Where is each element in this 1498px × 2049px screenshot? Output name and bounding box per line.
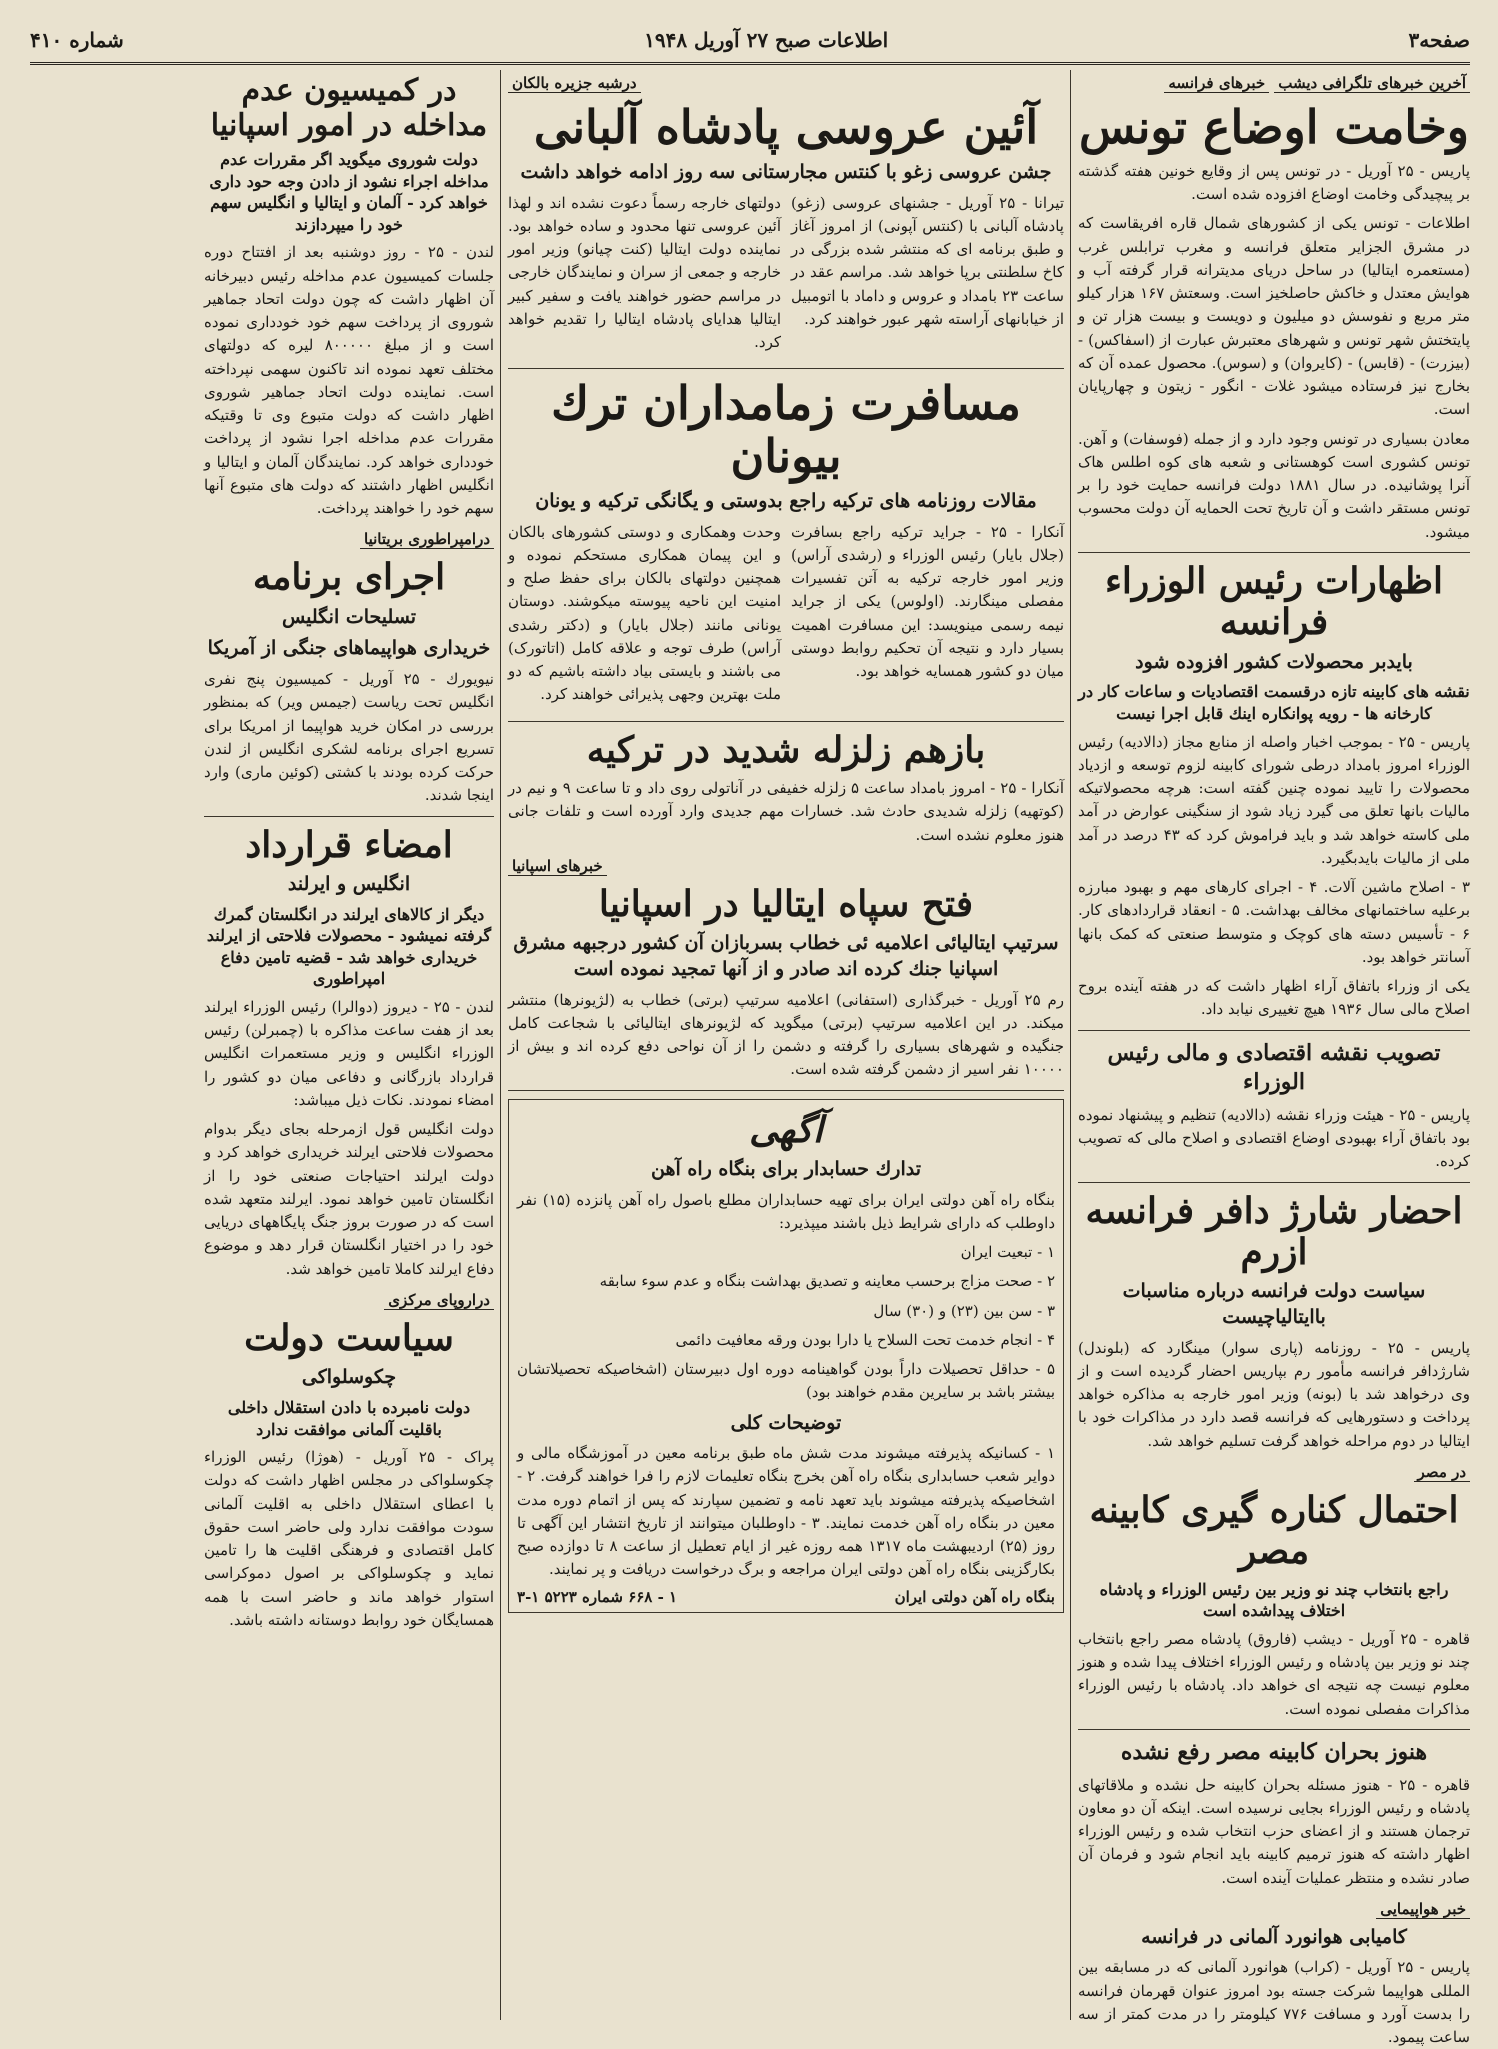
ad-subtitle: تدارك حسابدار برای بنگاه راه آهن	[651, 1157, 921, 1180]
headline-albania-wedding: آئین عروسی پادشاه آلبانی	[533, 100, 1039, 154]
ad-requirement: ۱ - تبعیت ایران	[960, 1243, 1055, 1262]
subheadline-charge-daffaires: سیاست دولت فرانسه درباره مناسبات باایتالیاچیست	[1122, 1280, 1426, 1329]
headline-czech-policy: سیاست دولت	[244, 1316, 454, 1359]
ad-intro: بنگاه راه آهن دولتی ایران برای تهیه حسابداران مطلع باصول راه آهن پانزده (۱۵) نفر داوطلب که دارای شرایط ذیل باشند میپذیرد:	[517, 1190, 1055, 1232]
column-rule	[500, 70, 501, 2020]
headline-treaty: امضاء قرارداد	[245, 823, 453, 866]
article-albania-wedding	[508, 101, 1064, 360]
subheadline-treaty: انگلیس و ایرلند	[287, 872, 411, 895]
divider	[508, 721, 1064, 722]
ad-footer: بنگاه راه آهن دولتی ایران	[894, 1587, 1055, 1606]
subheadline-program: تسلیحات انگلیس	[281, 605, 417, 628]
divider	[204, 816, 494, 817]
divider	[508, 1090, 1064, 1091]
nonintervention-body: لندن - ۲۵ - روز دوشنبه بعد از افتتاح دوره جلسات کمیسیون عدم مداخله رئیس دبیرخانه آن اظهار داشت که چون دولت اتحاد جماهیر شوروی از پرداخت سهم خود خودداری نموده است و از مبلغ ۸۰۰۰۰۰ لیره که دولتهای مختلف تعهد نموده اند تاکنون سهمی نپرداخته است. نماینده دولت اتحاد جماهیر شوروی اظهار داشت که دولت متبوع وی تا وقتیکه مقررات عدم مداخله اجرا نشود از پرداخت خودداری خواهد کرد. نمایندگان آلمان و ایتالیا و انگلیس اظهار داشتند که دولت های متبوع آنها سهم خود را خواهند پرداخت.	[204, 243, 495, 518]
subheadline-nonintervention: دولت شوروی میگوید اگر مقررات عدم مداخله اجراء نشود از دادن وجه حود داری خواهد کرد - آلمان و ایتالیا و انگلیس سهم خود را میپردازند	[209, 150, 489, 234]
headline-aviator: کامیابی هوانورد آلمانی در فرانسه	[1141, 1925, 1407, 1948]
right-column	[1078, 70, 1471, 2047]
subheadline-albania-wedding: جشن عروسی زغو با کنتس مجارستانی سه روز ادامه خواهد داشت	[520, 160, 1052, 183]
subheadline-french-premier-2: نقشه های کابینه تازه درقسمت اقتصادیات و ساعات کار در کارخانه ها - رویه پوانکاره اینك قابل اجرا نیست	[1078, 682, 1470, 723]
tunis-body: اطلاعات - تونس یکی از کشورهای شمال قاره افریقاست که در مشرق الجزایر متعلق فرانسه و مغرب ترابلس غرب (مستعمره ایتالیا) در ساحل دریای مدیترانه قرار گرفته آب و هوایش معتدل و خاکش حاصلخیز است. وسعتش ۱۶۷ هزار کیلو متر مربع و نفوسش دو میلیون و دویست و بیست هزار تن و پایتختش شهر تونس و شهرهای معتبرش عبارت از (اسفاکس) - (بیزرت) - (قابس) - (کایروان) و (سوس). محصول عمده آن که بخارج نیز فرستاده میشود غلات - انگور - زیتون و چهارپایان است.	[1078, 214, 1470, 419]
page-header	[30, 18, 1470, 65]
albania-body-2: دولتهای خارجه رسماً دعوت نشده اند و لهذا آئین عروسی تنها محدود و ساده خواهد بود. نماینده دولت ایتالیا (کنت چیانو) وزیر امور خارجه و جمعی از سران و نمایندگان خارجی در مراسم حضور خواهند یافت و سفیر کبیر ایتالیا هدایای پادشاه ایتالیا را تقدیم خواهد کرد.	[508, 193, 781, 352]
subheadline-italy-spain: سرتیپ ایتالیائی اعلامیه ئی خطاب بسربازان آن کشور درجبهه مشرق اسپانیا جنك کرده اند صادر و از آنها تمجید نموده است	[513, 932, 1059, 980]
quake-body: آنکارا - ۲۵ - امروز بامداد ساعت ۵ زلزله خفیفی در آناتولی روی داد و تا ساعت ۹ و نیم در (کوتهیه) زلزله شدیدی حادث شد. خسارات مهم جدیدی وارد آورده است و تلفات جانی هنوز معلوم نشده است.	[508, 779, 1064, 844]
ad-reference: ۱ - ۶۶۸ شماره ۵۲۲۳ ۱-۳	[517, 1587, 678, 1606]
ad-requirement: ۵ - حداقل تحصیلات داراً بودن گواهینامه دوره اول دبیرستان (اشخاصیکه تحصیلاتشان بیشتر باشد بر سایرین مقدم خواهند بود)	[517, 1360, 1055, 1402]
treaty-body: لندن - ۲۵ - دیروز (دوالرا) رئیس الوزراء ایرلند بعد از هفت ساعت مذاکره با (چمبرلن) رئیس الوزراء انگلیس و وزیر مستعمرات انگلیس قرارداد بازرگانی و دفاعی میان دو کشور را امضاء نمودند. نکات ذیل میباشد:	[204, 997, 494, 1109]
section-label-egypt: در مصر	[1414, 1463, 1470, 1482]
section-label-empire: درامپراطوری بریتانیا	[360, 530, 494, 549]
article-french-premier	[1078, 561, 1470, 1022]
egypt-body: قاهره - ۲۵ آوریل - دیشب (فاروق) پادشاه مصر راجع بانتخاب چند نو وزیر بین پادشاه و رئیس الوزراء اختلاف پیدا شده و هنوز معلوم نیست چه نتیجه ای خواهد داد. پادشاه با رئیس الوزراء مذاکرات مفصلی نموده است.	[1078, 1629, 1470, 1718]
headline-egypt-crisis: هنوز بحران کابینه مصر رفع نشده	[1120, 1738, 1428, 1765]
subheadline-french-premier: بایدبر محصولات کشور افزوده شود	[1135, 650, 1413, 673]
headline-french-premier: اظهارات رئیس الوزراء فرانسه	[1105, 559, 1443, 644]
column-rule	[1070, 70, 1071, 2020]
plan-body: پاریس - ۲۵ - هیئت وزراء نقشه (دالادیه) تنظیم و پیشنهاد نموده بود باتفاق آراء بهبودی اوضاع اقتصادی و اصلاح مالی که تصویب کرده.	[1078, 1105, 1470, 1171]
article-economic-plan	[1078, 1039, 1470, 1174]
article-egypt-cabinet	[1078, 1490, 1470, 1721]
divider	[1078, 1030, 1470, 1031]
egypt-crisis-body: قاهره - ۲۵ - هنوز مسئله بحران کابینه حل نشده و ملاقاتهای پادشاه و رئیس الوزراء بجایی نرسیده است. اینکه آن دو معاون ترجمان هستند و از اعضای حزب انتخاب شده و رئیس الوزراء اظهار داشته که هنوز ترمیم کابینه باید انجام شود و فرمان آن صادر نشده و منتظر عملیات آینده است.	[1078, 1775, 1470, 1887]
headline-program: اجرای برنامه	[252, 556, 446, 599]
albania-body: تیرانا - ۲۵ آوریل - جشنهای عروسی (زغو) پادشاه آلبانی با (کنتس آپونی) از امروز آغاز و طبق برنامه ای که منتشر شده بزرگی در کاخ سلطنتی برپا خواهد شد. مراسم عقد در ساعت ۲۳ بامداد و عروس و داماد با اتومبیل از خیابانهای آراسته شهر عبور خواهند کرد.	[791, 193, 1065, 328]
divider	[508, 368, 1064, 369]
premier-body: پاریس - ۲۵ - بموجب اخبار واصله از منابع مجاز (دالادیه) رئیس الوزراء امروز بامداد درطی شورای کابینه لزوم توسعه و ازدیاد محصولات را تایید نموده چنین گفته است: هرچه محصولاتیکه مالیات بانها تعلق می گیرد زیاد شود از سنگینی عوارض در آمد ملی کاسته خواهد شد و باید فراموش کرد که ۴۳ درصد در آمد ملی از مالیات بایدبگیرد.	[1078, 732, 1470, 867]
article-italy-spain	[508, 884, 1064, 1082]
ad-requirement: ۲ - صحت مزاج برحسب معاینه و تصدیق بهداشت بنگاه و عدم سوء سابقه	[599, 1272, 1055, 1291]
headline-tunis: وخامت اوضاع تونس	[1078, 100, 1470, 154]
ad-requirement: ۳ - سن بین (۲۳) و (۳۰) سال	[873, 1301, 1055, 1320]
ad-notes: ۱ - کسانیکه پذیرفته میشوند مدت شش ماه طبق برنامه معین در آموزشگاه مالی و دوایر شعب حسابداری بنگاه راه آهن بخرج بنگاه تعلیمات لازم را فرا خواهند گرفت. ۲ - اشخاصیکه پذیرفته میشوند باید تعهد نامه و تضمین سپارند که پس از اتمام دوره مدت معین در بنگاه راه آهن خدمت نمایند. ۳ - داوطلبان میتوانند از تاریخ انتشار این آگهی تا روز (۲۵) اردیبهشت ماه ۱۳۱۷ همه روزه غیر از ایام تعطیل از ساعت ۸ تا دوازده صبح بکارگزینی بنگاه راه آهن دولتی ایران مراجعه و برگ درخواست دریافت و پر نمایند.	[517, 1444, 1056, 1579]
ad-requirement: ۴ - انجام خدمت تحت السلاح یا دارا بودن ورقه معافیت دائمی	[675, 1330, 1055, 1349]
section-label-central-europe: دراروپای مرکزی	[384, 1291, 494, 1310]
article-tunis	[1078, 101, 1470, 544]
article-treaty	[204, 825, 494, 1281]
article-nonintervention	[204, 74, 494, 520]
railway-advertisement	[508, 1099, 1064, 1613]
telegraph-kicker: آخرین خبرهای تلگرافی دیشب	[1274, 74, 1470, 93]
tunis-lead: پاریس - ۲۵ آوریل - در تونس پس از وقایع خونین هفته گذشته بر پیچیدگی وخامت اوضاع افزوده شده است.	[1078, 161, 1470, 204]
turkey-greece-body: آنکارا - ۲۵ - جراید ترکیه راجع بسافرت (جلال بایار) رئیس الوزراء و (رشدی آراس) وزیر امور خارجه ترکیه به آتن تفسیرات مفصلی مینگارند. (اولوس) یکی از جراید نیمه رسمی مینویسد: این مسافرت اهمیت بسیار دارد و نتیجه آن تحکیم روابط دوستی میان دو کشور همسایه خواهد بود.	[791, 522, 1064, 681]
italy-spain-body: رم ۲۵ آوریل - خبرگذاری (استفانی) اعلامیه سرتیپ (برتی) خطاب به (لژیونرها) منتشر میکند. در این اعلامیه سرتیپ (برتی) میگوید که لژیونرهای ایتالیائی با شجاعت کامل جنگیده و شهرهای بسیاری را گرفته و دشمن را از آن نواحی دفع کرده اند و بیش از ۱۰۰۰۰ نفر اسیر از دشمن گرفته شده است.	[508, 990, 1064, 1079]
turkey-greece-body-2: وحدت وهمکاری و دوستی کشورهای بالکان و این پیمان همکاری مستحکم نموده و همچنین دولتهای بالکان برای حفظ صلح و امنیت این ناحیه پیوسته میکوشند. دوستان یونانی مانند (جلال بایار) و (دکتر رشدی آراس) طرف توجه و علاقه کامل (اتاتورک) می باشند و بایستی بیاد داشته باشیم که دو ملت بهترین وجهی پذیرائی خواهند کرد.	[508, 522, 781, 704]
premier-body-3: یکی از وزراء باتفاق آراء اظهار داشت که در هفته آینده بروح اصلاح مالی سال ۱۹۳۶ هیچ تغییری نیابد داد.	[1078, 977, 1470, 1019]
subheadline-turkish-leaders: مقالات روزنامه های ترکیه راجع بدوستی و یگانگی ترکیه و یونان	[535, 490, 1037, 513]
premier-body-2: ۳ - اصلاح ماشین آلات. ۴ - اجرای کارهای مهم و بهبود مبارزه برعلیه ساختمانهای مخالف بهداشت. ۵ - انعقاد قراردادهای کار. ۶ - تأسیس دسته های کوچک و متوسط صنعتی که کمک بانها آسانتر خواهد بود.	[1078, 878, 1470, 966]
article-turkey-quake	[508, 730, 1064, 847]
section-label-aviation: خبر هواپیمایی	[1376, 1900, 1470, 1919]
headline-turkey-quake: بازهم زلزله شدید در ترکیه	[586, 728, 986, 771]
article-egypt-crisis	[1078, 1738, 1470, 1890]
subheadline-treaty-2: دیگر از کالاهای ایرلند در انگلستان گمرك گرفته نمیشود - محصولات فلاحتی از ایرلند خریداری خواهد شد - قضیه تامین دفاع امپراطوری	[206, 904, 492, 989]
page-number-label: صفحه۳	[1408, 28, 1470, 52]
subheadline-egypt-cabinet: راجع بانتخاب چند نو وزیر بین رئیس الوزراء و پادشاه اختلاف پیداشده است	[1099, 1579, 1449, 1621]
divider	[1078, 1729, 1470, 1730]
headline-economic-plan: تصویب نقشه اقتصادی و مالی رئیس الوزراء	[1107, 1039, 1441, 1096]
article-aviator	[1078, 1925, 1470, 2049]
ad-notes-title: توضیحات کلی	[730, 1411, 842, 1434]
divider	[1078, 552, 1470, 553]
daphre-body: پاریس - ۲۵ - روزنامه (پاری سوار) مینگارد که (بلوندل) شارژدافر فرانسه مأمور رم بپاریس احضار گردیده است و از وی درخواهد شد با (بونه) وزیر امور خارجه به مذاکره خواهد پرداخت و دستورهایی که فرانسه قصد دارد در مذاکرات خود با ایتالیا در دوم مراحله خواهد گرفت تسلیم خواهد شد.	[1078, 1338, 1470, 1450]
treaty-body-2: دولت انگلیس قول ازمرحله بجای دیگر بدوام محصولات فلاحتی ایرلند خریداری خواهد کرد و دولت ایرلند احتیاجات صنعتی خود را از انگلستان تامین خواهد نمود. ایرلند متعهد شده است که در صورت بروز جنگ پایگاههای دریایی خود را در اختیار انگلستان قرار دهد و موضوع دفاع ایرلند کاملا تامین خواهد شد.	[204, 1120, 494, 1278]
balkan-kicker: درشبه جزیره بالکان	[508, 74, 641, 93]
ad-title: آگهی	[749, 1108, 823, 1151]
article-turkish-leaders	[508, 377, 1064, 712]
article-program	[204, 557, 494, 807]
issue-number-label: شماره ۴۱۰	[30, 28, 124, 52]
article-charge-daffaires	[1078, 1191, 1470, 1453]
article-czech-policy	[204, 1318, 494, 1632]
section-label-france: خبرهای فرانسه	[1164, 74, 1269, 93]
headline-nonintervention: در کمیسیون عدم مداخله در امور اسپانیا	[210, 73, 488, 143]
czech-body: پراک - ۲۵ آوریل - (هوژا) رئیس الوزراء چکوسلواکی در مجلس اظهار داشت که دولت با اعطای استقلال داخلی به اقلیت آلمانی سودت موافقت ندارد ولی حاضر است حقوق کامل اقتصادی و فرهنگی اقلیت ها را تامین نماید و چکوسلواکی بر اصول دموکراسی استوار خواهد ماند و حاضر است با همه همسایگان خود روابط دوستانه داشته باشد.	[204, 1448, 494, 1629]
divider	[1078, 1182, 1470, 1183]
subheadline-czech-2: دولت نامبرده با دادن استقلال داخلی باقلیت آلمانی موافقت ندارد	[227, 1397, 471, 1439]
headline-egypt-cabinet: احتمال کناره گیری کابینه مصر	[1089, 1488, 1459, 1573]
aviator-body: پاریس - ۲۵ آوریل - (کراب) هوانورد آلمانی که در مسابقه بین المللی هواپیما شرکت جسته بود امروز عنوان قهرمان فرانسه را بدست آورد و مسافت ۷۷۶ کیلومتر را در مدت کمتر از سه ساعت پیمود.	[1078, 1958, 1471, 2047]
center-column	[508, 70, 1064, 2020]
headline-charge-daffaires: احضار شارژ دافر فرانسه ازرم	[1085, 1189, 1463, 1274]
program-body: نیویورك - ۲۵ آوریل - کمیسیون پنج نفری انگلیس تحت ریاست (جیمس ویر) که بمنظور بررسی در امکان خرید هواپیما از امریکا برای تسریع اجرای برنامه لشکری انگلیس از لندن حرکت کرده بودند با کشتی (کوئین ماری) وارد اینجا شدند.	[204, 670, 494, 805]
section-label-spain: خبرهای اسپانیا	[508, 857, 607, 876]
masthead-date: اطلاعات صبح ۲۷ آوریل ۱۹۴۸	[644, 28, 889, 52]
subheadline-czech: چکوسلواکی	[301, 1366, 397, 1389]
left-column	[204, 70, 494, 2020]
subheadline-program-2: خریداری هواپیماهای جنگی از آمریکا	[207, 637, 491, 660]
headline-italy-spain: فتح سپاه ایتالیا در اسپانیا	[598, 882, 974, 925]
tunis-body-2: معادن بسیاری در تونس وجود دارد و از جمله (فوسفات) و آهن. تونس کشوری است کوهستانی و شعبه های کوه اطلس هاک آنرا پوشانیده. در سال ۱۸۸۱ دولت فرانسه حمایت خود را بر تونس مستقر داشت و آن تاریخ تحت الحمایه آن دولت محسوب میشود.	[1078, 429, 1470, 541]
newspaper-page	[30, 18, 1471, 2047]
headline-turkish-leaders: مسافرت زمامداران ترك بیونان	[551, 376, 1021, 484]
